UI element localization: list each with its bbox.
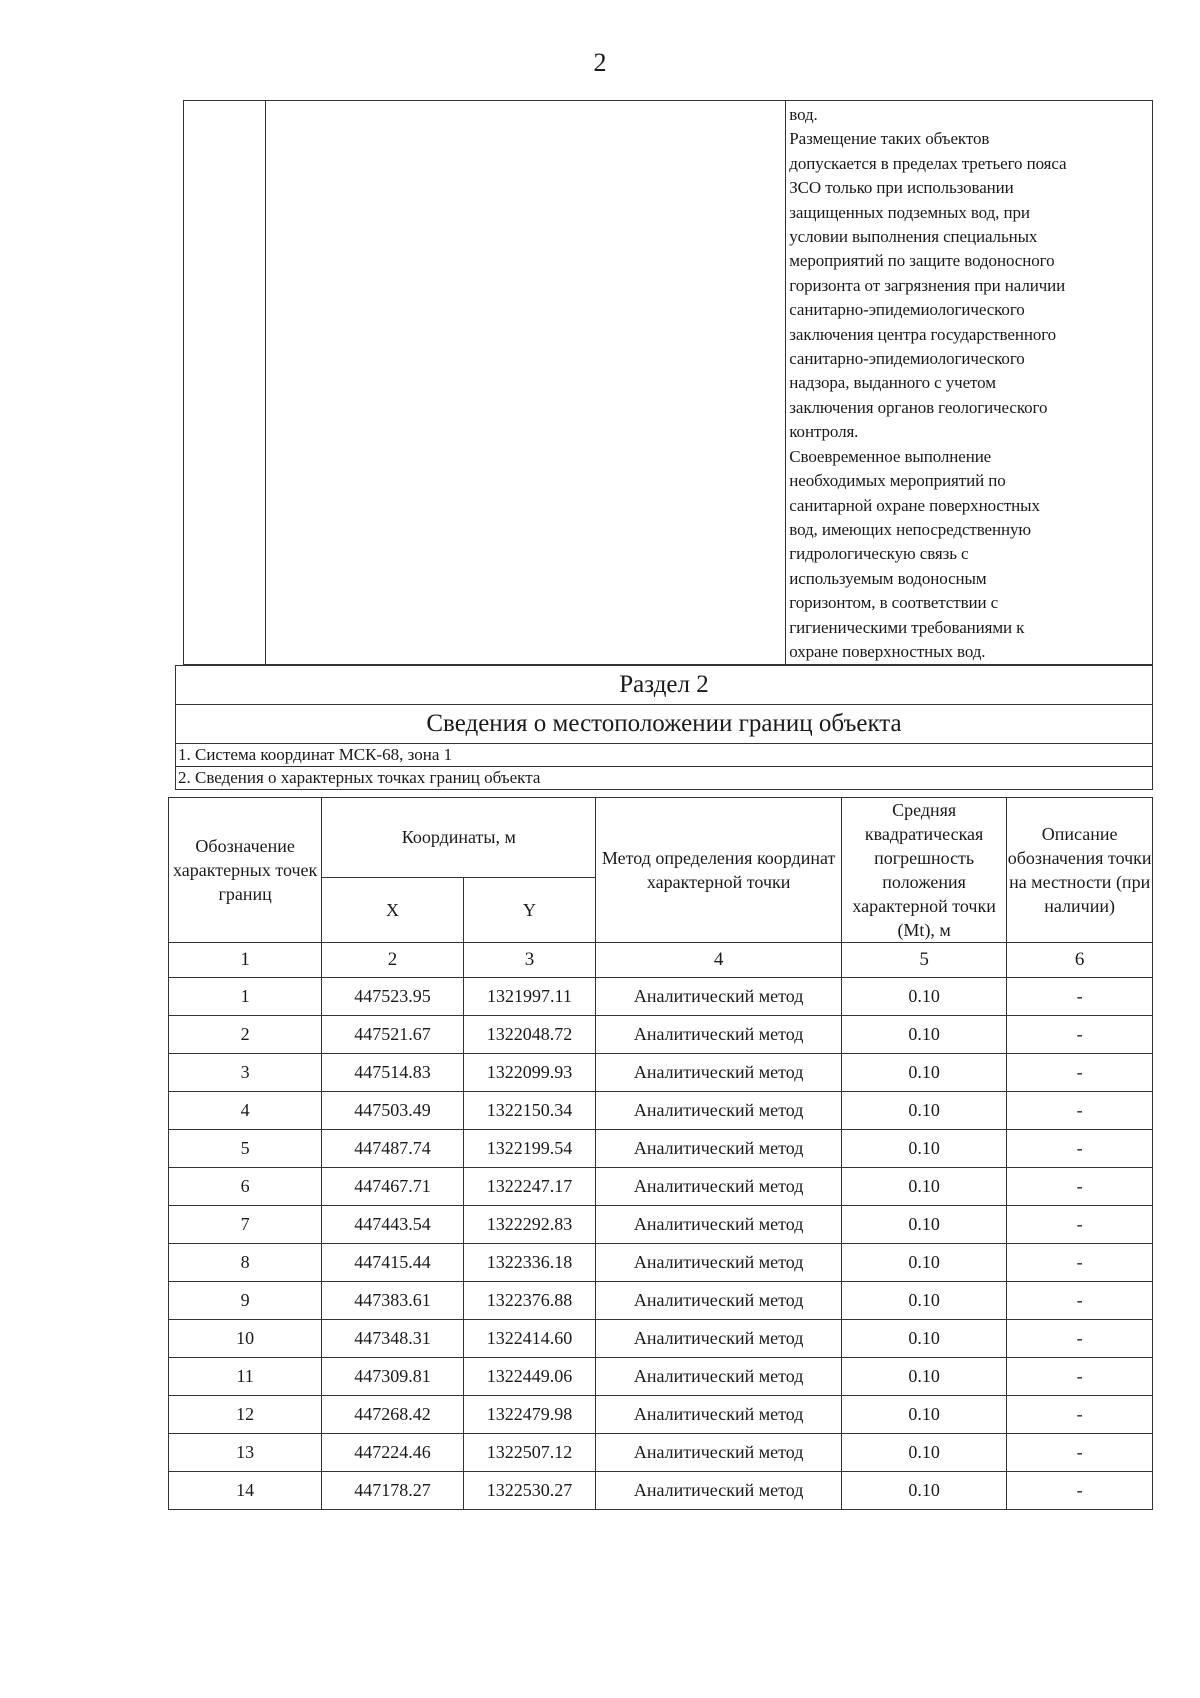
description-cell: -	[1007, 1168, 1153, 1206]
point-number: 4	[169, 1092, 322, 1130]
method-cell: Аналитический метод	[596, 1472, 842, 1510]
description-cell: -	[1007, 1396, 1153, 1434]
text-line: горизонта от загрязнения при наличии	[789, 275, 1066, 295]
text-line: контроля.	[789, 422, 859, 442]
coordinate-y: 1322247.17	[463, 1168, 596, 1206]
coordinate-y: 1322199.54	[463, 1130, 596, 1168]
coordinate-x: 447383.61	[322, 1282, 463, 1320]
text-line: вод, имеющих непосредственную	[789, 519, 1031, 539]
coordinate-x: 447415.44	[322, 1244, 463, 1282]
description-cell: -	[1007, 1130, 1153, 1168]
error-cell: 0.10	[842, 1244, 1007, 1282]
description-cell: -	[1007, 1320, 1153, 1358]
continuation-table	[183, 100, 1153, 665]
column-number: 3	[463, 943, 596, 978]
points-info-line: 2. Сведения о характерных точках границ объекта	[176, 767, 1153, 790]
text-line: Размещение таких объектов	[789, 129, 990, 149]
method-cell: Аналитический метод	[596, 1282, 842, 1320]
error-cell: 0.10	[842, 1396, 1007, 1434]
coordinate-y: 1322048.72	[463, 1016, 596, 1054]
point-number: 7	[169, 1206, 322, 1244]
error-cell: 0.10	[842, 1168, 1007, 1206]
error-cell: 0.10	[842, 1206, 1007, 1244]
text-line: гидрологическую связь с	[789, 544, 969, 564]
table-row	[169, 1320, 1153, 1358]
header-method: Метод определения координат характерной точки	[596, 798, 842, 943]
point-number: 5	[169, 1130, 322, 1168]
coordinate-y: 1322150.34	[463, 1092, 596, 1130]
column-numbers-row	[169, 943, 1153, 978]
text-line: Своевременное выполнение	[789, 446, 992, 466]
table-row	[169, 1434, 1153, 1472]
coordinate-y: 1322414.60	[463, 1320, 596, 1358]
column-number: 5	[842, 943, 1007, 978]
text-line: охране поверхностных вод.	[789, 641, 986, 661]
header-y: Y	[463, 877, 596, 942]
table-row	[169, 1016, 1153, 1054]
text-line: вод.	[789, 105, 818, 124]
description-cell: -	[1007, 1206, 1153, 1244]
coordinate-x: 447268.42	[322, 1396, 463, 1434]
method-cell: Аналитический метод	[596, 1130, 842, 1168]
method-cell: Аналитический метод	[596, 1358, 842, 1396]
error-cell: 0.10	[842, 1092, 1007, 1130]
empty-cell-2	[266, 101, 786, 665]
point-number: 9	[169, 1282, 322, 1320]
error-cell: 0.10	[842, 1472, 1007, 1510]
coordinate-x: 447467.71	[322, 1168, 463, 1206]
point-number: 1	[169, 978, 322, 1016]
description-cell: -	[1007, 1054, 1153, 1092]
method-cell: Аналитический метод	[596, 1016, 842, 1054]
header-error: Средняя квадратическая погрешность положения характерной точки (Mt), м	[842, 798, 1007, 943]
coordinate-x: 447309.81	[322, 1358, 463, 1396]
text-line: ЗСО только при использовании	[789, 178, 1014, 198]
text-line: заключения органов геологического	[789, 397, 1048, 417]
error-cell: 0.10	[842, 1320, 1007, 1358]
point-number: 2	[169, 1016, 322, 1054]
coordinate-y: 1322376.88	[463, 1282, 596, 1320]
error-cell: 0.10	[842, 978, 1007, 1016]
header-coordinates: Координаты, м	[322, 798, 596, 878]
column-number: 4	[596, 943, 842, 978]
method-cell: Аналитический метод	[596, 1206, 842, 1244]
table-row	[169, 1054, 1153, 1092]
page-number: 2	[593, 48, 607, 77]
method-cell: Аналитический метод	[596, 1168, 842, 1206]
table-row	[169, 978, 1153, 1016]
point-number: 10	[169, 1320, 322, 1358]
boundary-points-table	[168, 797, 1153, 1510]
coordinate-y: 1322336.18	[463, 1244, 596, 1282]
description-cell: -	[1007, 1472, 1153, 1510]
text-line: санитарной охране поверхностных	[789, 495, 1040, 515]
method-cell: Аналитический метод	[596, 1244, 842, 1282]
column-number: 1	[169, 943, 322, 978]
coordinate-x: 447514.83	[322, 1054, 463, 1092]
header-description: Описание обозначения точки на местности (при наличии)	[1007, 798, 1153, 943]
coordinate-x: 447487.74	[322, 1130, 463, 1168]
column-number: 2	[322, 943, 463, 978]
coordinate-system-line: 1. Система координат МСК-68, зона 1	[176, 744, 1153, 767]
error-cell: 0.10	[842, 1016, 1007, 1054]
error-cell: 0.10	[842, 1434, 1007, 1472]
method-cell: Аналитический метод	[596, 978, 842, 1016]
description-cell: -	[1007, 1092, 1153, 1130]
coordinate-x: 447348.31	[322, 1320, 463, 1358]
point-number: 6	[169, 1168, 322, 1206]
method-cell: Аналитический метод	[596, 1054, 842, 1092]
coordinate-y: 1322479.98	[463, 1396, 596, 1434]
requirements-text	[789, 103, 1152, 664]
coordinate-x: 447443.54	[322, 1206, 463, 1244]
description-cell: -	[1007, 1282, 1153, 1320]
text-line: гигиеническими требованиями к	[789, 617, 1025, 637]
coordinate-y: 1322530.27	[463, 1472, 596, 1510]
text-line: защищенных подземных вод, при	[789, 202, 1030, 222]
table-row	[169, 1244, 1153, 1282]
text-line: условии выполнения специальных	[789, 227, 1038, 247]
text-line: заключения центра государственного	[789, 324, 1057, 344]
section-title: Раздел 2	[176, 666, 1153, 705]
method-cell: Аналитический метод	[596, 1092, 842, 1130]
text-line: необходимых мероприятий по	[789, 471, 1006, 491]
description-cell: -	[1007, 1016, 1153, 1054]
method-cell: Аналитический метод	[596, 1320, 842, 1358]
table-row	[169, 1472, 1153, 1510]
coordinate-y: 1321997.11	[463, 978, 596, 1016]
table-row	[169, 1092, 1153, 1130]
coordinate-x: 447503.49	[322, 1092, 463, 1130]
coordinate-y: 1322507.12	[463, 1434, 596, 1472]
column-number: 6	[1007, 943, 1153, 978]
error-cell: 0.10	[842, 1054, 1007, 1092]
table-row	[169, 1396, 1153, 1434]
text-line: допускается в пределах третьего пояса	[789, 153, 1067, 173]
section-subtitle: Сведения о местоположении границ объекта	[176, 705, 1153, 744]
point-number: 8	[169, 1244, 322, 1282]
coordinate-x: 447178.27	[322, 1472, 463, 1510]
method-cell: Аналитический метод	[596, 1434, 842, 1472]
description-cell: -	[1007, 1244, 1153, 1282]
table-row	[169, 1358, 1153, 1396]
description-cell: -	[1007, 978, 1153, 1016]
point-number: 13	[169, 1434, 322, 1472]
error-cell: 0.10	[842, 1358, 1007, 1396]
coordinate-x: 447224.46	[322, 1434, 463, 1472]
empty-cell-1	[184, 101, 266, 665]
description-cell: -	[1007, 1358, 1153, 1396]
table-row	[169, 1206, 1153, 1244]
point-number: 11	[169, 1358, 322, 1396]
table-row	[169, 1168, 1153, 1206]
text-line: санитарно-эпидемиологического	[789, 349, 1025, 369]
coordinate-y: 1322099.93	[463, 1054, 596, 1092]
text-line: используемым водоносным	[789, 568, 987, 588]
table-row	[169, 1130, 1153, 1168]
coordinate-y: 1322449.06	[463, 1358, 596, 1396]
text-line: мероприятий по защите водоносного	[789, 251, 1055, 271]
error-cell: 0.10	[842, 1282, 1007, 1320]
text-line: горизонтом, в соответствии с	[789, 593, 999, 613]
header-x: X	[322, 877, 463, 942]
method-cell: Аналитический метод	[596, 1396, 842, 1434]
coordinate-x: 447523.95	[322, 978, 463, 1016]
requirements-text-cell	[786, 101, 1153, 665]
description-cell: -	[1007, 1434, 1153, 1472]
coordinate-y: 1322292.83	[463, 1206, 596, 1244]
point-number: 12	[169, 1396, 322, 1434]
section-header-table	[175, 665, 1153, 790]
text-line: санитарно-эпидемиологического	[789, 300, 1025, 320]
coordinate-x: 447521.67	[322, 1016, 463, 1054]
header-designation: Обозначение характерных точек границ	[169, 798, 322, 943]
point-number: 14	[169, 1472, 322, 1510]
error-cell: 0.10	[842, 1130, 1007, 1168]
text-line: надзора, выданного с учетом	[789, 373, 996, 393]
table-row	[169, 1282, 1153, 1320]
point-number: 3	[169, 1054, 322, 1092]
